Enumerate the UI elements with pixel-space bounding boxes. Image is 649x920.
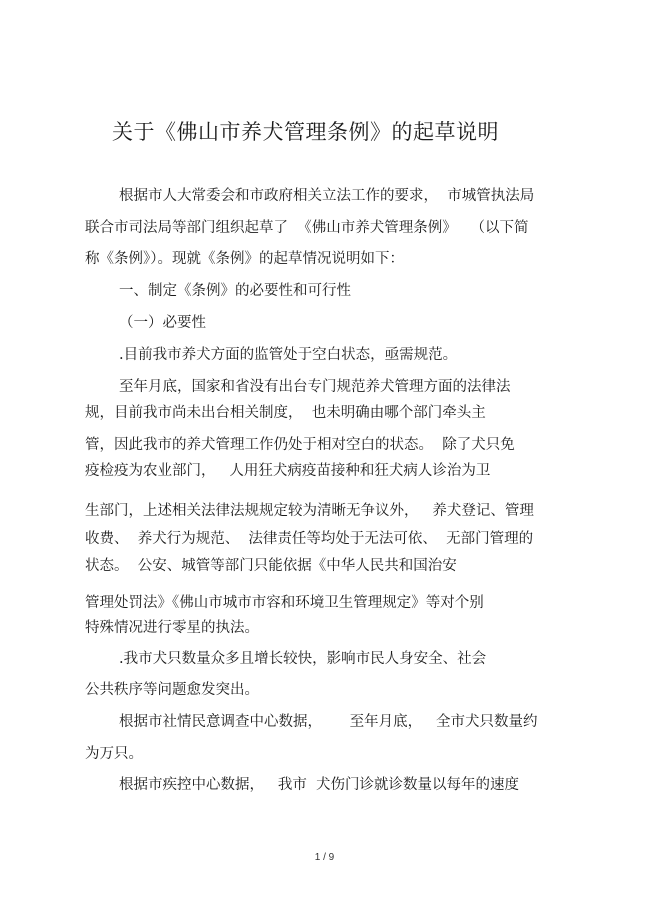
paragraph-line: 联合市司法局等部门组织起草了 《佛山市养犬管理条例》 （以下简 bbox=[85, 220, 529, 236]
subsection-heading: （一）必要性 bbox=[119, 315, 206, 331]
point-heading: .我市犬只数量众多且增长较快，影响市民人身安全、社会 bbox=[119, 651, 487, 667]
paragraph-line: 疫检疫为农业部门， 人用狂犬病疫苗接种和狂犬病人诊治为卫 bbox=[85, 463, 491, 479]
paragraph-line: 根据市社情民意调查中心数据， 至年月底， 全市犬只数量约 bbox=[119, 714, 538, 730]
paragraph-line: 状态。 公安、城管等部门只能依据《中华人民共和国治安 bbox=[85, 558, 457, 574]
paragraph-line: 特殊情况进行零星的执法。 bbox=[85, 620, 259, 636]
paragraph-line: 管，因此我市的养犬管理工作仍处于相对空白的状态。 除了犬只免 bbox=[85, 437, 515, 453]
section-heading: 一、制定《条例》的必要性和可行性 bbox=[119, 283, 351, 299]
paragraph-line: 管理处罚法》《佛山市城市市容和环境卫生管理规定》等对个别 bbox=[85, 595, 484, 611]
paragraph-line: 规，目前我市尚未出台相关制度， 也未明确由哪个部门牵头主 bbox=[85, 405, 486, 421]
document-title: 关于《佛山市养犬管理条例》的起草说明 bbox=[112, 120, 499, 144]
paragraph-line: 公共秩序等问题愈发突出。 bbox=[85, 682, 259, 698]
paragraph-line: 根据市人大常委会和市政府相关立法工作的要求， 市城管执法局 bbox=[119, 188, 535, 204]
paragraph-line: 为万只。 bbox=[85, 746, 143, 762]
paragraph-line: 生部门，上述相关法律法规规定较为清晰无争议外， 养犬登记、管理 bbox=[85, 503, 534, 519]
paragraph-line: 称《条例》）。现就《条例》的起草情况说明如下： bbox=[85, 251, 404, 267]
point-heading: .目前我市养犬方面的监管处于空白状态，亟需规范。 bbox=[119, 347, 458, 363]
page-number: 1 / 9 bbox=[314, 852, 335, 863]
paragraph-line: 至年月底，国家和省没有出台专门规范养犬管理方面的法律法 bbox=[119, 379, 511, 395]
paragraph-line: 收费、 养犬行为规范、 法律责任等均处于无法可依、 无部门管理的 bbox=[85, 531, 534, 547]
paragraph-line: 根据市疾控中心数据， 我市 犬伤门诊就诊数量以每年的速度 bbox=[119, 777, 520, 793]
